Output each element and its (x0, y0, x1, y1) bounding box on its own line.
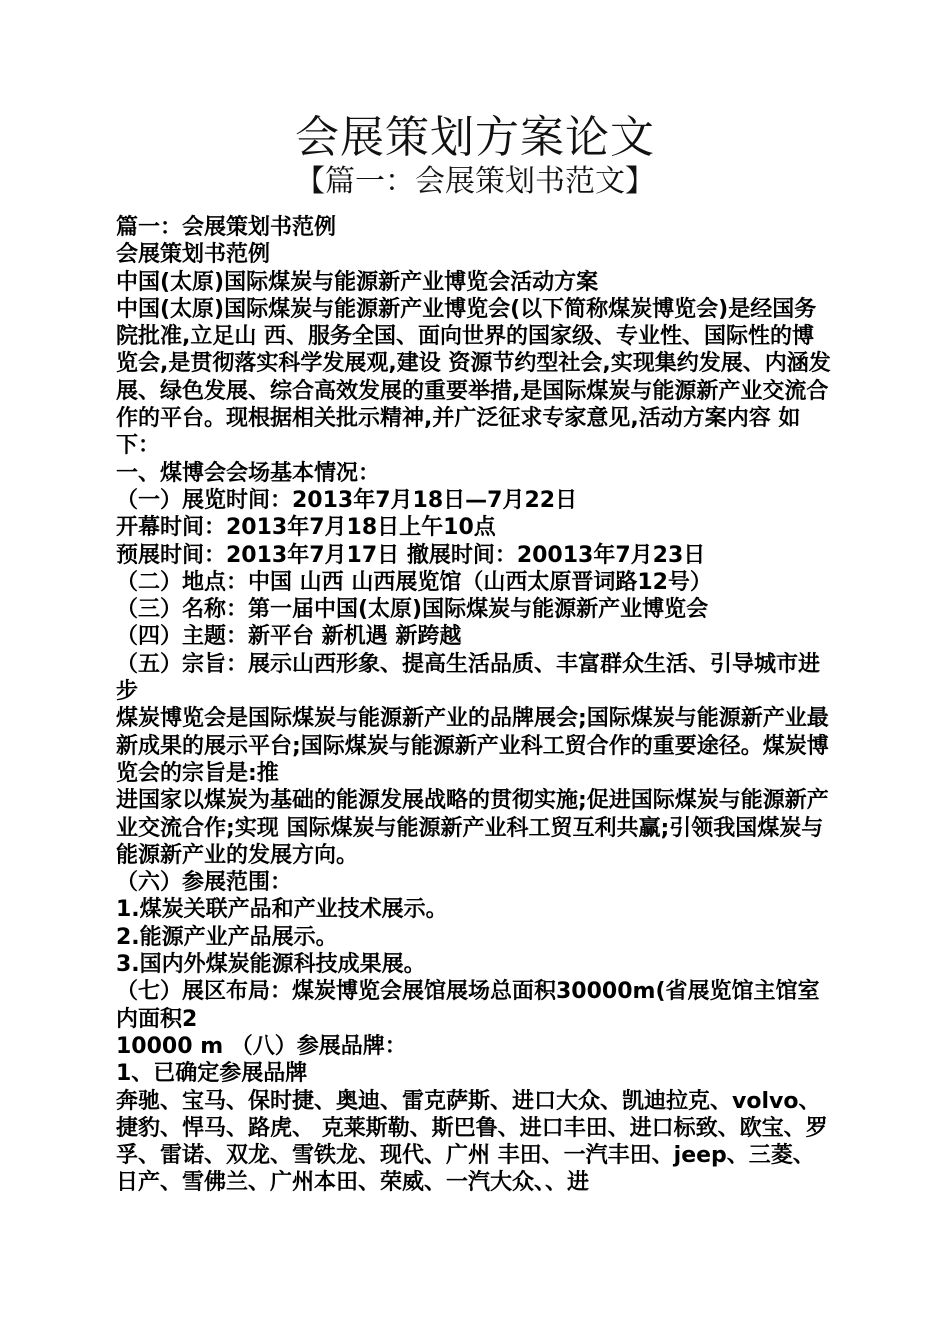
list-item: （七）展区布局：煤炭博览会展馆展场总面积30000m(省展览馆主馆室内面积2 (116, 979, 820, 1032)
list-item: （一）展览时间：2013年7月18日—7月22日 (116, 487, 578, 513)
paragraph: 煤炭博览会是国际煤炭与能源新产业的品牌展会;国际煤炭与能源新产业最新成果的展示平台;国际煤炭与能源新产业科工贸合作的重要途径。煤炭博览会的宗旨是:推 (116, 706, 829, 786)
document-title: 会展策划方案论文 (295, 112, 655, 163)
section-heading: 一、煤博会会场基本情况： (116, 460, 381, 486)
section-heading: 会展策划书范例 (116, 242, 271, 268)
document-subtitle: 【篇一：会展策划书范文】 (295, 164, 655, 199)
list-item: 10000 m （八）参展品牌： (116, 1033, 407, 1059)
list-item: 预展时间：2013年7月17日 撤展时间：20013年7月23日 (116, 542, 706, 568)
list-item: （二）地点：中国 山西 山西展览馆（山西太原晋词路12号） (116, 569, 712, 595)
list-item: 3.国内外煤炭能源科技成果展。 (116, 952, 426, 978)
list-item: 1.煤炭关联产品和产业技术展示。 (116, 897, 448, 923)
paragraph: 奔驰、宝马、保时捷、奥迪、雷克萨斯、进口大众、凯迪拉克、volvo、捷豹、悍马、路虎、 克莱斯勒、斯巴鲁、进口丰田、进口标致、欧宝、罗孚、雷诺、双龙、雪铁龙、现代、广州 丰田、一汽丰田、jeep、三菱、日产、雪佛兰、广州本田、荣威、一汽大众、、进 (116, 1088, 828, 1196)
list-item: （五）宗旨：展示山西形象、提高生活品质、丰富群众生活、引导城市进步 (116, 651, 821, 705)
list-item: 开幕时间：2013年7月18日上午10点 (116, 515, 496, 541)
section-heading: 中国(太原)国际煤炭与能源新产业博览会活动方案 (116, 269, 599, 295)
section-heading: 篇一：会展策划书范例 (116, 215, 337, 240)
list-item: 1、已确定参展品牌 (116, 1061, 308, 1087)
list-item: （六）参展范围： (116, 870, 293, 896)
list-item: 2.能源产业产品展示。 (116, 924, 338, 950)
paragraph: 中国(太原)国际煤炭与能源新产业博览会(以下简称煤炭博览会)是经国务院批准,立足山 西、服务全国、面向世界的国家级、专业性、国际性的博览会,是贯彻落实科学发展观,建设 资源节约型社会,实现集约发展、内涵发展、绿色发展、综合高效发展的重要举措,是国际煤炭与能源新产业交流合作的平台。现根据相关批示精神,并广泛征求专家意见,活动方案内容 如下： (116, 296, 831, 459)
paragraph: 进国家以煤炭为基础的能源发展战略的贯彻实施;促进国际煤炭与能源新产业交流合作;实现 国际煤炭与能源新产业科工贸互利共赢;引领我国煤炭与能源新产业的发展方向。 (116, 788, 829, 868)
list-item: （四）主题：新平台 新机遇 新跨越 (116, 624, 462, 650)
document-body (116, 214, 836, 1197)
list-item: （三）名称：第一届中国(太原)国际煤炭与能源新产业博览会 (116, 597, 709, 623)
